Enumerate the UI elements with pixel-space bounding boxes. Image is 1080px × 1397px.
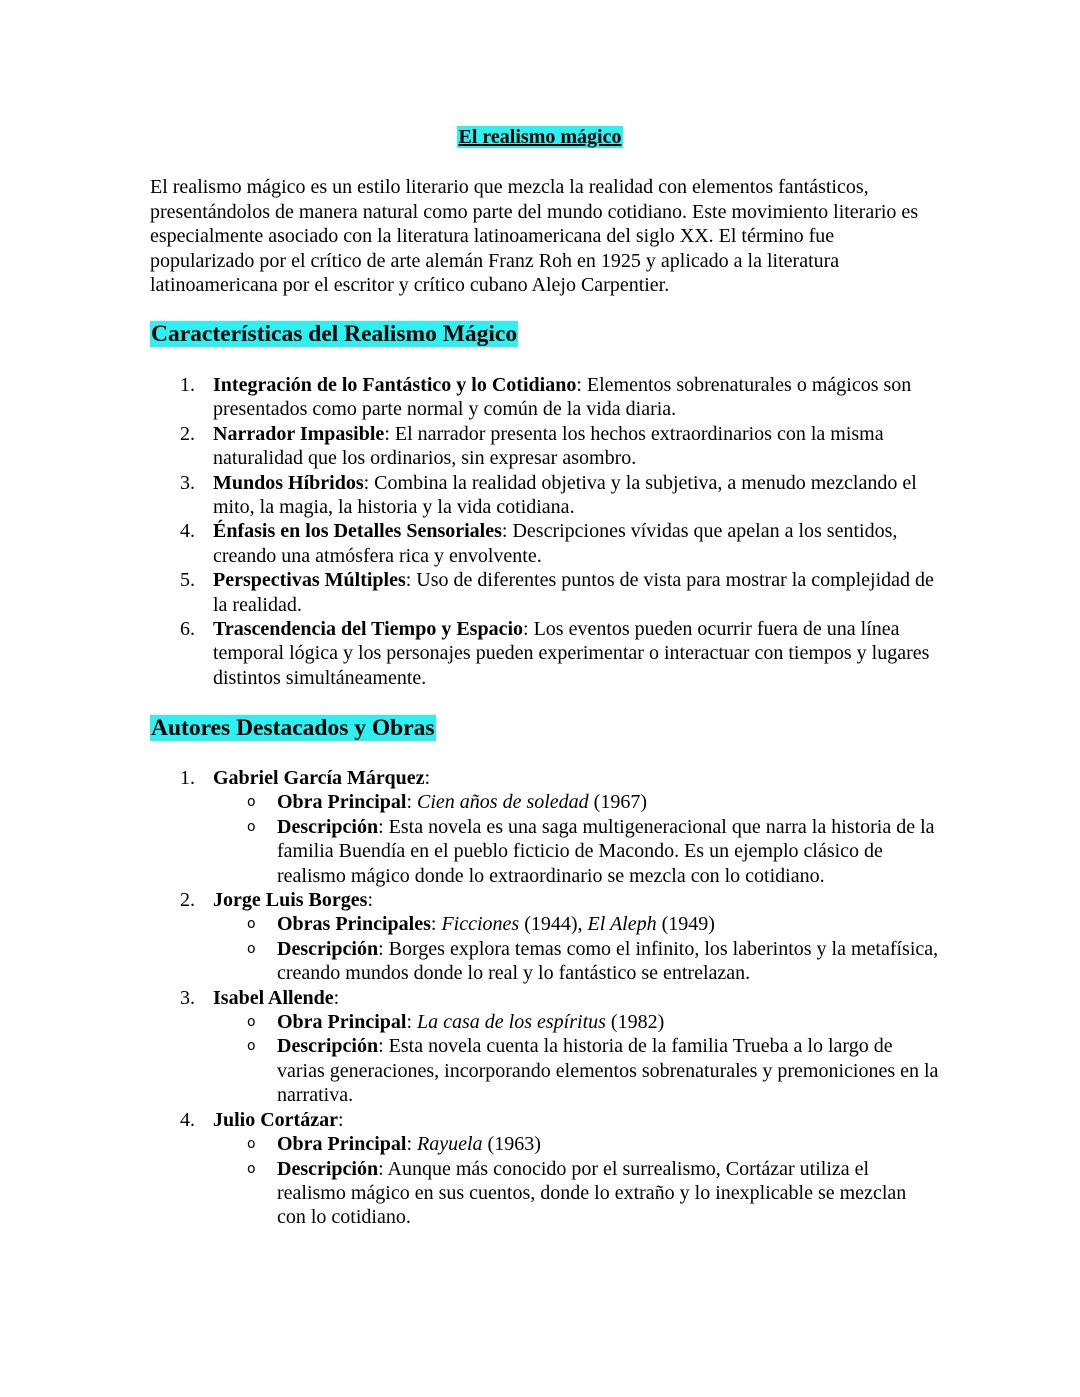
work-entry	[213, 912, 940, 936]
characteristics-heading-text: Características del Realismo Mágico	[151, 321, 518, 347]
list-item	[150, 422, 940, 471]
work-label: Obra Principal	[277, 791, 407, 814]
author-name: Isabel Allende	[213, 986, 334, 1009]
description-text: : Aunque más conocido por el surrealismo, Cortázar utiliza el realismo mágico en sus cuentos, donde lo extraño y lo inexplicable se mezclan con lo cotidiano.	[277, 1157, 907, 1229]
list-number: 4.	[180, 520, 195, 543]
work-separator: :	[406, 791, 418, 814]
author-colon: :	[333, 986, 340, 1009]
work-separator: :	[406, 1011, 418, 1034]
description-label: Descripción	[277, 1035, 379, 1058]
bullet-icon: o	[247, 818, 256, 835]
item-term: Integración de lo Fantástico y lo Cotidiano	[213, 374, 577, 396]
list-number: 5.	[180, 569, 195, 592]
description-text: : Borges explora temas como el infinito, los laberintos y la metafísica, creando mundos donde lo real y lo fantástico se entrelazan.	[277, 937, 939, 985]
item-text: : El narrador presenta los hechos extraordinarios con la misma naturalidad que los ordinarios, sin expresar asombro.	[213, 422, 884, 470]
item-text: : Combina la realidad objetiva y la subjetiva, a menudo mezclando el mito, la magia, la historia y la vida cotidiana.	[213, 471, 917, 519]
list-number: 1.	[180, 767, 195, 789]
intro-paragraph: El realismo mágico es un estilo literario que mezcla la realidad con elementos fantásticos, presentándolos de manera natural como parte del mundo cotidiano. Este movimiento literario es especialmente asociado con la literatura latinoamericana del siglo XX. El término fue popularizado por el crítico de arte alemán Franz Roh en 1925 y aplicado a la literatura latinoamericana por el escritor y crítico cubano Alejo Carpentier.	[150, 176, 919, 297]
author-colon: :	[424, 767, 431, 789]
description-entry	[213, 815, 940, 888]
work-year: (1982)	[605, 1011, 665, 1034]
item-text: : Descripciones vívidas que apelan a los sentidos, creando una atmósfera rica y envolvente.	[213, 520, 898, 567]
list-number: 1.	[180, 374, 195, 396]
authors-list	[150, 766, 940, 1230]
item-term: Trascendencia del Tiempo y Espacio	[213, 618, 524, 641]
work-year: (1944),	[519, 913, 588, 936]
author-colon: :	[337, 1108, 344, 1131]
author-name: Julio Cortázar	[213, 1108, 338, 1131]
work-title: Ficciones	[441, 913, 520, 936]
bullet-icon: o	[247, 1160, 256, 1177]
item-term: Narrador Impasible	[213, 422, 385, 445]
work-label: Obras Principales	[277, 913, 431, 936]
author-details	[213, 790, 940, 888]
author-colon: :	[367, 889, 373, 912]
list-number: 3.	[180, 986, 195, 1009]
characteristics-list	[150, 373, 940, 690]
bullet-icon: o	[247, 916, 256, 933]
work-title: Rayuela	[417, 1133, 483, 1156]
bullet-icon: o	[247, 794, 256, 811]
author-item	[150, 766, 940, 888]
work-label: Obra Principal	[277, 1133, 407, 1156]
work-entry	[213, 1132, 940, 1156]
author-item	[150, 1108, 940, 1230]
item-text: : Elementos sobrenaturales o mágicos son presentados como parte normal y común de la vida diaria.	[213, 374, 912, 421]
work-title-2: El Aleph	[587, 913, 657, 936]
author-details	[213, 912, 940, 985]
list-number: 3.	[180, 471, 195, 494]
item-term: Mundos Híbridos	[213, 471, 364, 494]
description-text: : Esta novela cuenta la historia de la familia Trueba a lo largo de varias generaciones, incorporando elementos sobrenaturales y premoniciones en la narrativa.	[277, 1035, 939, 1107]
list-item	[150, 617, 940, 690]
work-year-2: (1949)	[656, 913, 715, 936]
authors-heading-text: Autores Destacados y Obras	[151, 715, 435, 741]
work-year: (1967)	[588, 791, 647, 814]
document-title-text: El realismo mágico	[458, 126, 622, 148]
description-label: Descripción	[277, 1157, 379, 1180]
work-separator: :	[430, 913, 442, 936]
author-item	[150, 888, 940, 986]
item-term: Énfasis en los Detalles Sensoriales	[213, 520, 502, 543]
work-entry	[213, 790, 940, 814]
list-number: 2.	[180, 889, 195, 912]
work-label: Obra Principal	[277, 1011, 407, 1034]
author-item	[150, 986, 940, 1108]
characteristics-heading	[150, 319, 518, 349]
author-details	[213, 1010, 940, 1108]
work-entry	[213, 1010, 940, 1034]
bullet-icon: o	[247, 1038, 256, 1055]
list-item	[150, 373, 940, 422]
work-title: Cien años de soledad	[417, 791, 589, 814]
authors-heading	[150, 713, 436, 743]
work-separator: :	[406, 1133, 418, 1156]
bullet-icon: o	[247, 1136, 256, 1153]
author-name: Jorge Luis Borges	[213, 889, 368, 912]
item-term: Perspectivas Múltiples	[213, 569, 406, 592]
work-year: (1963)	[482, 1133, 541, 1156]
item-text: : Uso de diferentes puntos de vista para mostrar la complejidad de la realidad.	[213, 569, 934, 616]
work-title: La casa de los espíritus	[417, 1011, 606, 1034]
description-label: Descripción	[277, 937, 379, 960]
author-details	[213, 1132, 940, 1230]
list-item	[150, 568, 940, 617]
list-number: 6.	[180, 618, 195, 641]
description-label: Descripción	[277, 815, 379, 838]
document-title	[0, 122, 1080, 152]
bullet-icon: o	[247, 940, 256, 957]
description-entry	[213, 1157, 940, 1230]
description-entry	[213, 937, 940, 986]
list-number: 4.	[180, 1108, 195, 1131]
list-item	[150, 519, 940, 568]
bullet-icon: o	[247, 1014, 256, 1031]
list-number: 2.	[180, 422, 195, 445]
item-text: : Los eventos pueden ocurrir fuera de una línea temporal lógica y los personajes pueden experimentar o interactuar con tiempos y lugares distintos simultáneamente.	[213, 618, 930, 689]
description-text: : Esta novela es una saga multigeneracional que narra la historia de la familia Buendía en el pueblo ficticio de Macondo. Es un ejemplo clásico de realismo mágico donde lo extraordinario se mezcla con lo cotidiano.	[277, 815, 935, 887]
list-item	[150, 471, 940, 520]
description-entry	[213, 1034, 940, 1107]
author-name: Gabriel García Márquez	[213, 767, 425, 789]
